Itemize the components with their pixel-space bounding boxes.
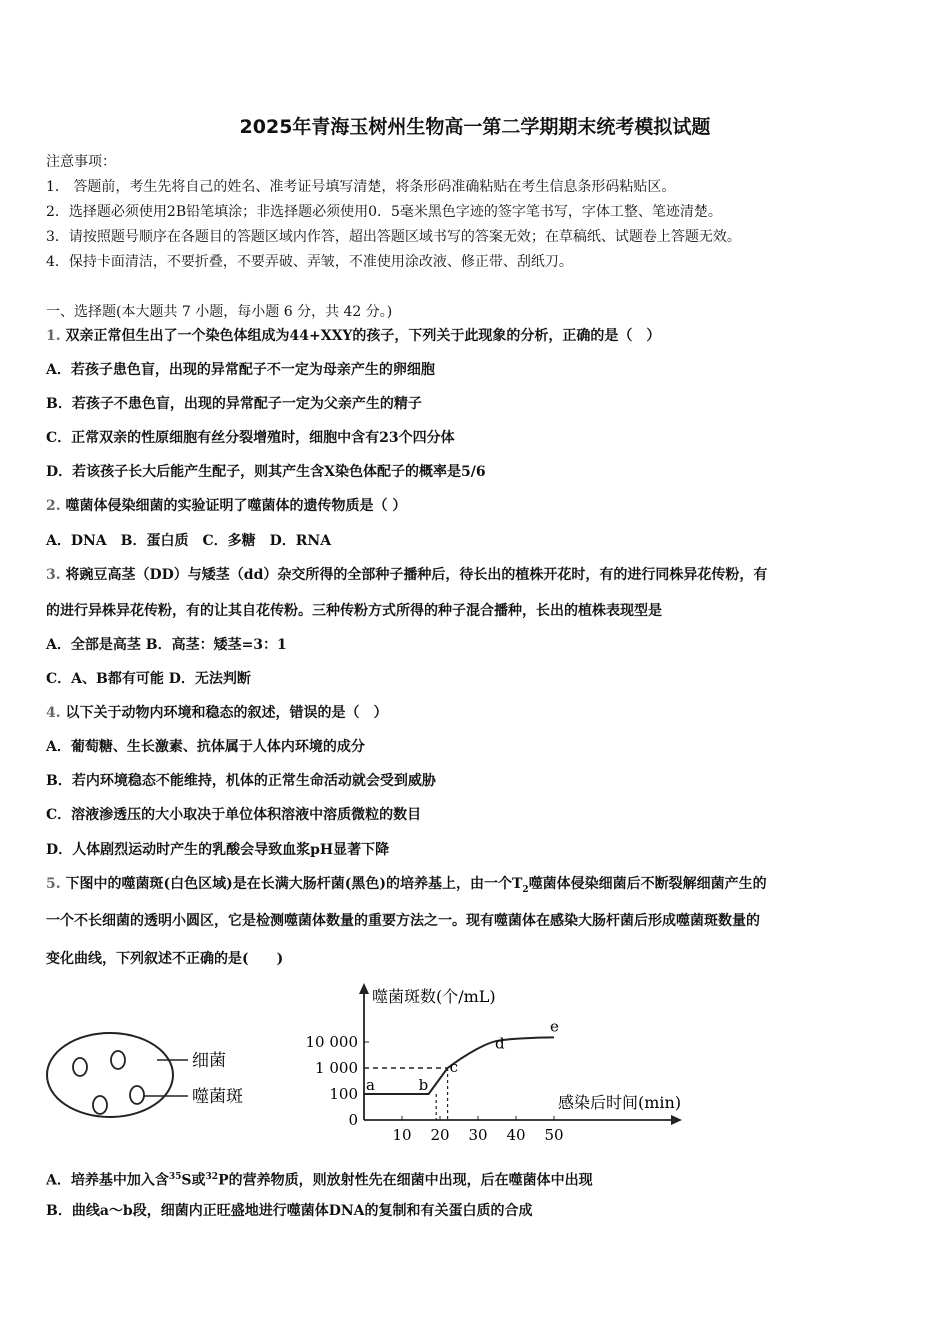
plaque-circle [73,1058,87,1076]
question-stem: 噬菌体侵染细菌后不断裂解细菌产生的 [528,876,767,892]
point-label-d: d [495,1034,505,1053]
plaque-circle [111,1051,125,1069]
point-label-c: c [449,1058,459,1076]
option-a: A．若孩子患色盲，出现的异常配子不一定为母亲产生的卵细胞 [46,362,435,378]
option-b: B．若内环境稳态不能维持，机体的正常生命活动就会受到威胁 [46,773,436,789]
x-axis-arrow [671,1115,682,1125]
x-tick-label: 30 [468,1126,488,1144]
y-axis-label: 噬菌斑数(个/mL) [372,987,496,1006]
question-stem-cont: 一个不长细菌的透明小圆区，它是检测噬菌体数量的重要方法之一。现有噬菌体在感染大肠杆菌后形成噬菌斑数量的 [46,913,760,929]
question-number: 3. [46,567,61,583]
option-d: D．若该孩子长大后能产生配子，则其产生含X染色体配子的概率是5/6 [46,464,486,480]
q5-option-b: B．曲线a～b段，细菌内正旺盛地进行噬菌体DNA的复制和有关蛋白质的合成 [46,1203,533,1219]
notice-item: 2．选择题必须使用2B铅笔填涂；非选择题必须使用0．5毫米黑色字迹的签字笔书写，字体工整、笔迹清楚。 [46,204,722,220]
question-1 [46,327,660,345]
question-stem: 噬菌体侵染细菌的实验证明了噬菌体的遗传物质是（ ） [65,498,407,514]
options: A．DNA B．蛋白质 C．多糖 D．RNA [46,533,332,549]
notice-heading: 注意事项： [46,154,116,170]
superscript: 35 [168,1172,182,1182]
question-5 [46,875,767,899]
y-tick-label: 10 000 [305,1033,358,1051]
option-c: C．正常双亲的性原细胞有丝分裂增殖时，细胞中含有23个四分体 [46,430,455,446]
question-stem-cont: 的进行异株异花传粉，有的让其自花传粉。三种传粉方式所得的种子混合播种，长出的植株表现型是 [46,603,662,619]
q5-option-a [46,1168,593,1190]
question-stem-cont: 变化曲线，下列叙述不正确的是( ) [46,951,284,967]
y-tick-label: 0 [348,1111,358,1129]
petri-dish [47,1033,173,1117]
plaque-circle [130,1086,144,1104]
label-bacteria: 细菌 [192,1051,226,1071]
superscript: 32 [205,1172,219,1182]
question-2 [46,497,406,515]
question-stem: 以下关于动物内环境和稳态的叙述，错误的是（ ） [65,705,388,721]
options-ab: A．全部是高茎 B．高茎：矮茎=3：1 [46,637,287,653]
subscript: 2 [522,884,529,895]
y-tick-label: 100 [329,1085,358,1103]
y-tick-label: 1 000 [315,1059,358,1077]
option-d: D．人体剧烈运动时产生的乳酸会导致血浆pH显著下降 [46,842,390,858]
label-plaque: 噬菌斑 [192,1087,243,1107]
option-text: S或 [181,1172,206,1189]
question-4 [46,704,388,722]
section-heading: 一、选择题(本大题共 7 小题，每小题 6 分，共 42 分。) [46,304,393,320]
plaque-chart [306,983,683,1144]
option-b: B．若孩子不患色盲，出现的异常配子一定为父亲产生的精子 [46,396,422,412]
question-stem: 双亲正常但生出了一个染色体组成为44+XXY的孩子，下列关于此现象的分析，正确的是（ ） [65,328,661,344]
x-tick-label: 50 [544,1126,564,1144]
plaque-curve [364,1037,554,1094]
question-number: 1. [46,328,61,344]
point-label-a: a [366,1076,375,1094]
question-number: 5. [46,876,61,892]
question-number: 4. [46,705,61,721]
x-axis-label: 感染后时间(min) [558,1093,682,1112]
point-label-b: b [418,1076,429,1094]
q5-figure [40,980,720,1150]
x-tick-label: 20 [430,1126,450,1144]
question-number: 2. [46,498,61,514]
y-axis-arrow [359,983,369,994]
x-tick-label: 10 [392,1126,412,1144]
page-title: 2025年青海玉树州生物高一第二学期期末统考模拟试题 [239,116,711,138]
question-stem: 将豌豆高茎（DD）与矮茎（dd）杂交所得的全部种子播种后，待长出的植株开花时，有的进行同株异花传粉，有 [65,567,768,583]
notice-item: 4．保持卡面清洁，不要折叠，不要弄破、弄皱，不准使用涂改液、修正带、刮纸刀。 [46,254,573,270]
options-cd: C．A、B都有可能 D．无法判断 [46,671,251,687]
option-text: A．培养基中加入含 [46,1172,169,1189]
question-3 [46,566,767,584]
notice-item: 3．请按照题号顺序在各题目的答题区域内作答，超出答题区域书写的答案无效；在草稿纸、试题卷上答题无效。 [46,229,741,245]
plaque-circle [93,1096,107,1114]
option-a: A．葡萄糖、生长激素、抗体属于人体内环境的成分 [46,739,365,755]
option-c: C．溶液渗透压的大小取决于单位体积溶液中溶质微粒的数目 [46,807,422,823]
x-tick-label: 40 [506,1126,526,1144]
question-stem: 下图中的噬菌斑(白色区域)是在长满大肠杆菌(黑色)的培养基上，由一个T [65,876,523,892]
point-label-e: e [550,1017,559,1036]
option-text: P的营养物质，则放射性先在细菌中出现，后在噬菌体中出现 [218,1172,593,1189]
notice-item: 1． 答题前，考生先将自己的姓名、准考证号填写清楚，将条形码准确粘贴在考生信息条形码粘贴区。 [46,179,676,195]
